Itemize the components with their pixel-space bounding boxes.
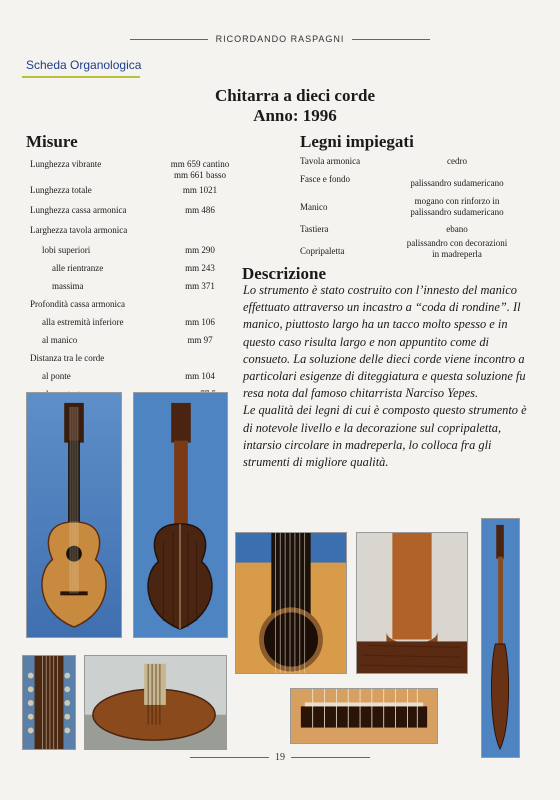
misure-value (160, 159, 240, 181)
descrizione-heading: Descrizione (242, 264, 327, 283)
photo-bridge (290, 688, 438, 744)
misure-row (30, 201, 240, 221)
misure-label: Lunghezza vibrante (30, 159, 102, 169)
misure-value: mm 371 (185, 281, 215, 291)
misure-heading: Misure (26, 132, 78, 151)
misure-row (30, 181, 240, 201)
running-title: RICORDANDO RASPAGNI (215, 34, 345, 44)
page-footer (190, 752, 370, 763)
footer-rule-right (291, 757, 370, 758)
footer-rule-left (190, 757, 269, 758)
misure-row (30, 241, 240, 261)
misure-row (30, 221, 240, 241)
legni-wood: Tavola armonica (300, 156, 361, 166)
misure-row (30, 295, 240, 315)
legni-material-line1: palissandro con decorazioni (406, 238, 508, 248)
legni-wood: Copripaletta (300, 246, 345, 256)
misure-label: al manico (42, 335, 78, 345)
misure-value-line1: mm 659 cantino (170, 159, 230, 169)
photo-guitar-back (133, 392, 228, 638)
misure-row (30, 259, 240, 279)
legni-material-line2: palissandro sudamericano (410, 207, 504, 217)
section-underline (22, 76, 140, 78)
legni-material: palissandro sudamericano (410, 178, 504, 188)
misure-label: Profondità cassa armonica (30, 299, 125, 309)
misure-label: Distanza tra le corde (30, 353, 105, 363)
misure-value: mm 486 (185, 205, 215, 215)
misure-value: mm 104 (185, 371, 215, 381)
misure-row (30, 349, 240, 369)
misure-label: lobi superiori (42, 245, 91, 255)
misure-value: mm 106 (185, 317, 215, 327)
legni-wood: Tastiera (300, 224, 329, 234)
misure-value: mm 243 (185, 263, 215, 273)
misure-label: alle rientranze (52, 263, 104, 273)
running-header (130, 34, 430, 44)
legni-heading: Legni impiegati (300, 132, 414, 151)
section-label: Scheda Organologica (26, 58, 142, 72)
misure-label: Lunghezza totale (30, 185, 92, 195)
descrizione-paragraph-2: Le qualità dei legni di cui è composto questo strumento è di notevole livello e la decorazione sul copripaletta, intarsio circolare in madreperla, lo colloca fra gli strumenti di migliore qualità. (243, 403, 527, 470)
legni-material: cedro (447, 156, 467, 166)
misure-row (30, 155, 240, 180)
misure-row (30, 313, 240, 333)
legni-wood: Fasce e fondo (300, 174, 350, 184)
descrizione-paragraph-1: Lo strumento è stato costruito con l’innesto del manico effettuato attraverso un incastro a “coda di rondine”. Il manico, piuttosto largo ha un tacco molto spesso e in questo caso risulta largo e non appuntito come di consueto. La soluzione delle dieci corde viene incontro a particolari esigenze di diteggiatura e questa soluzione fu resa nota dal famoso chitarrista Narciso Yepes. (243, 283, 526, 401)
misure-value: mm 1021 (182, 185, 218, 195)
page-number: 19 (275, 752, 285, 763)
legni-material (392, 196, 522, 218)
misure-label: alla estremità inferiore (42, 317, 124, 327)
legni-material: ebano (446, 224, 468, 234)
legni-material (392, 238, 522, 260)
page-title (150, 86, 440, 126)
misure-label: al ponte (42, 371, 71, 381)
descrizione-text (243, 282, 533, 471)
misure-row (30, 331, 240, 351)
misure-row (30, 277, 240, 297)
misure-value-line2: mm 661 basso (173, 170, 226, 180)
legni-material-line1: mogano con rinforzo in (414, 196, 500, 206)
header-rule-left (130, 39, 208, 40)
photo-headstock (22, 655, 76, 750)
photo-soundboard-rosette (235, 532, 347, 674)
title-line-2: Anno: 1996 (253, 106, 337, 125)
header-rule-right (352, 39, 430, 40)
photo-guitar-side (481, 518, 520, 758)
photo-guitar-front (26, 392, 122, 638)
legni-material-line2: in madreperla (432, 249, 482, 259)
misure-label: massima (52, 281, 84, 291)
photo-guitar-workbench (84, 655, 227, 750)
title-line-1: Chitarra a dieci corde (214, 86, 376, 105)
misure-row (30, 367, 240, 387)
misure-label: Larghezza tavola armonica (30, 225, 128, 235)
photo-neck-heel (356, 532, 468, 674)
misure-value: mm 290 (185, 245, 215, 255)
legni-wood: Manico (300, 202, 328, 212)
misure-value: mm 97 (187, 335, 213, 345)
misure-label: Lunghezza cassa armonica (30, 205, 127, 215)
